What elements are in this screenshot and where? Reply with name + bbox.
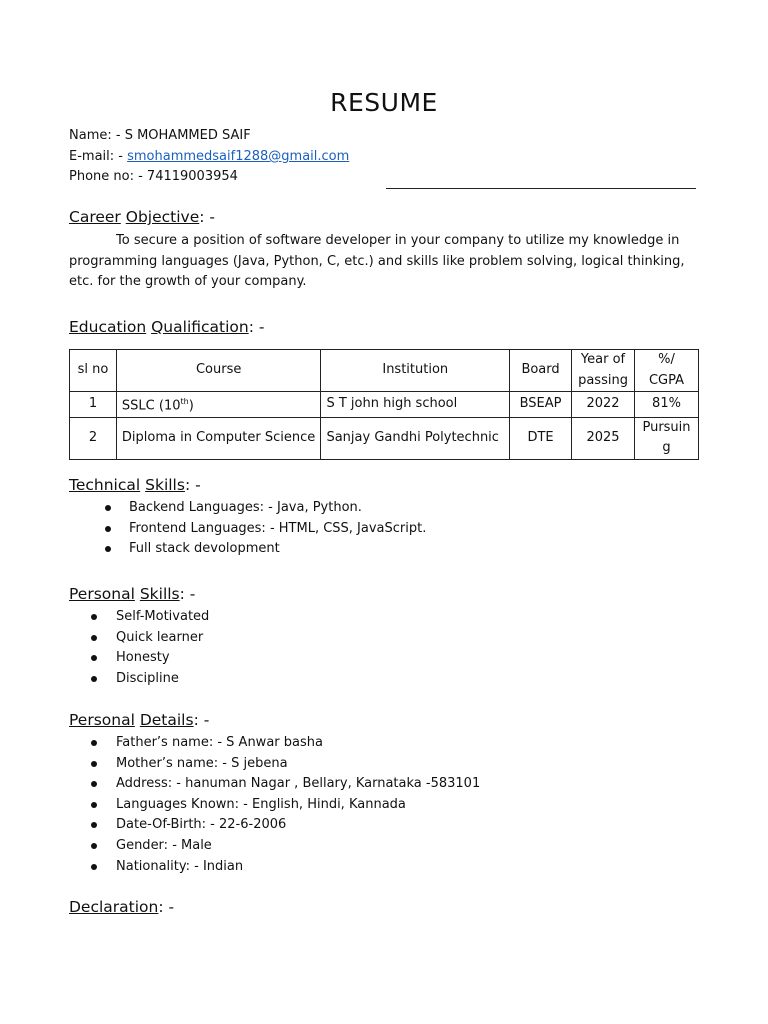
- list-item: Full stack devolopment: [105, 539, 426, 560]
- personal-details-heading: Personal Details: -: [69, 711, 210, 729]
- list-item: Frontend Languages: - HTML, CSS, JavaScript.: [105, 519, 426, 540]
- list-item: Honesty: [91, 648, 209, 669]
- declaration-heading: Declaration: -: [69, 898, 175, 916]
- personal-skills-list: [91, 607, 209, 689]
- technical-skills-heading: Technical Skills: -: [69, 476, 201, 494]
- technical-skills-list: [105, 498, 426, 560]
- list-item: Languages Known: - English, Hindi, Kannada: [91, 795, 480, 816]
- list-item: Self-Motivated: [91, 607, 209, 628]
- personal-skills-heading: Personal Skills: -: [69, 585, 196, 603]
- career-objective-text: To secure a position of software developer in your company to utilize my knowledge in programming languages (Java, Python, C, etc.) and skills like problem solving, logical thinking, etc. for the growth of your company.: [69, 233, 685, 290]
- phone-line: Phone no: - 74119003954: [69, 169, 238, 184]
- list-item: Mother’s name: - S jebena: [91, 754, 480, 775]
- personal-details-list: [91, 733, 480, 877]
- list-item: Gender: - Male: [91, 836, 480, 857]
- list-item: Date-Of-Birth: - 22-6-2006: [91, 815, 480, 836]
- table-header-row: [70, 350, 699, 392]
- name-line: Name: - S MOHAMMED SAIF: [69, 128, 251, 143]
- table-row: 1 SSLC (10th) S T john high school BSEAP 2022 81%: [70, 392, 699, 418]
- email-line: [69, 149, 349, 164]
- career-objective-heading: Career Objective: -: [69, 208, 215, 226]
- header-board: Board: [510, 350, 572, 392]
- page-title: RESUME: [330, 88, 438, 117]
- header-year: Year of passing: [572, 350, 635, 392]
- list-item: Father’s name: - S Anwar basha: [91, 733, 480, 754]
- header-institution: Institution: [321, 350, 510, 392]
- email-label: E-mail: -: [69, 149, 128, 164]
- list-item: Address: - hanuman Nagar , Bellary, Karnataka -583101: [91, 774, 480, 795]
- header-score: %/ CGPA: [635, 350, 699, 392]
- list-item: Backend Languages: - Java, Python.: [105, 498, 426, 519]
- education-heading: Education Qualification: -: [69, 318, 265, 336]
- table-row: 2 Diploma in Computer Science Sanjay Gandhi Polytechnic DTE 2025 Pursuing: [70, 417, 699, 459]
- divider: [386, 188, 696, 189]
- list-item: Discipline: [91, 669, 209, 690]
- education-table: [69, 349, 699, 460]
- header-course: Course: [116, 350, 321, 392]
- list-item: Quick learner: [91, 628, 209, 649]
- list-item: Nationality: - Indian: [91, 857, 480, 878]
- header-sl-no: sl no: [70, 350, 117, 392]
- email-link[interactable]: smohammedsaif1288@gmail.com: [127, 149, 350, 164]
